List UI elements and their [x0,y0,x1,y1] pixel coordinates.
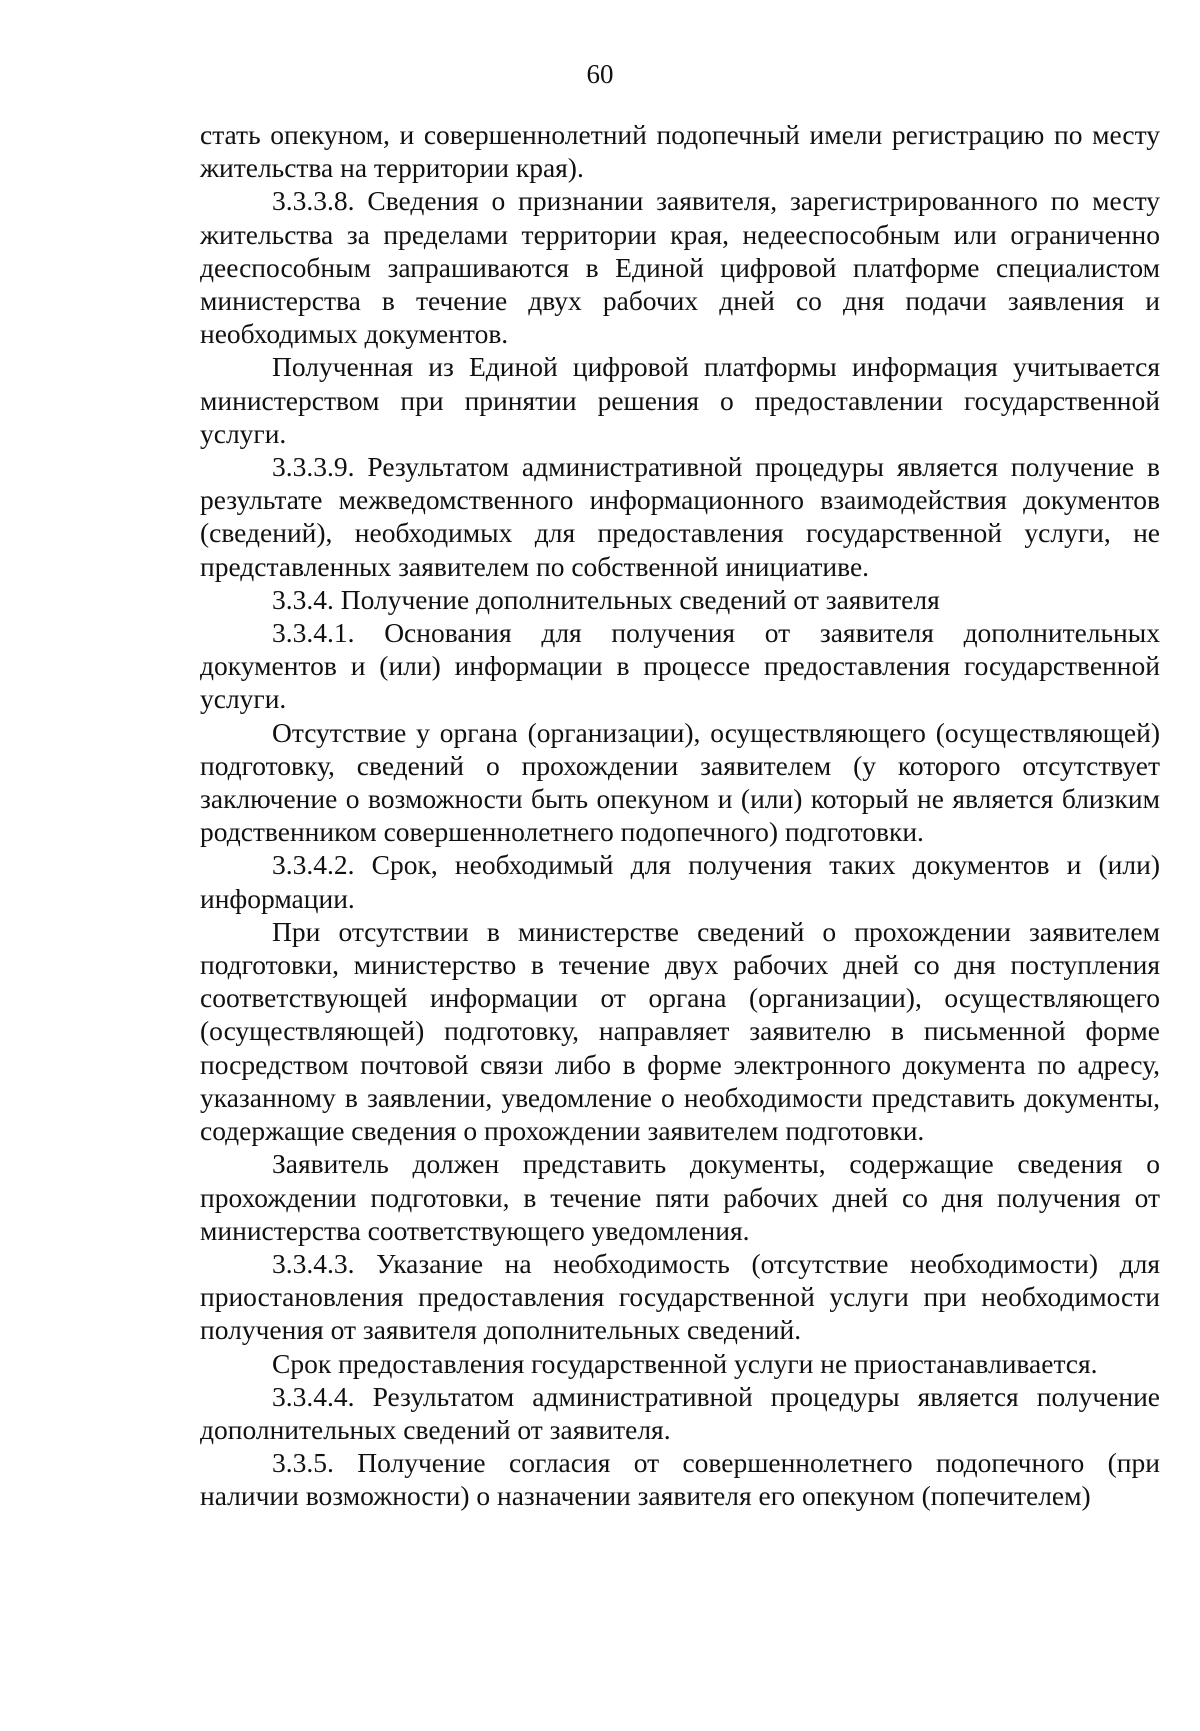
paragraph-continuation: стать опекуном, и совершеннолетний подопечный имели регистрацию по месту жительства на территории края). [200,119,1160,184]
paragraph-applicant-must-submit: Заявитель должен представить документы, содержащие сведения о прохождении подготовки, в течение пяти рабочих дней со дня получения от министерства соответствующего уведомления. [200,1148,1160,1246]
paragraph-3-3-3-9: 3.3.3.9. Результатом административной процедуры является получение в результате межведомственного информационного взаимодействия документов (сведений), необходимых для предоставления государственной услуги, не представленных заявителем по собственной инициативе. [200,451,1160,582]
paragraph-3-3-4-1: 3.3.4.1. Основания для получения от заявителя дополнительных документов и (или) информации в процессе предоставления государственной услуги. [200,617,1160,715]
paragraph-3-3-4-2: 3.3.4.2. Срок, необходимый для получения таких документов и (или) информации. [200,849,1160,914]
document-body [200,118,1160,1513]
section-heading-3-3-4: 3.3.4. Получение дополнительных сведений от заявителя [272,583,940,615]
paragraph-term-not-suspended: Срок предоставления государственной услуги не приостанавливается. [272,1347,1098,1379]
paragraph-notification: При отсутствии в министерстве сведений о прохождении заявителем подготовки, министерство в течение двух рабочих дней со дня поступления соответствующей информации от органа (организации), осуществляющего (осуществляющей) подготовку, направляет заявителю в письменной форме посредством почтовой связи либо в форме электронного документа по адресу, указанному в заявлении, уведомление о необходимости представить документы, содержащие сведения о прохождении заявителем подготовки. [200,915,1160,1147]
page-number: 60 [586,59,614,89]
paragraph-platform-info: Полученная из Единой цифровой платформы информация учитывается министерством при принятии решения о предоставлении государственной услуги. [200,351,1160,449]
paragraph-absence-of-info: Отсутствие у органа (организации), осуществляющего (осуществляющей) подготовку, сведений о прохождении заявителем (у которого отсутствует заключение о возможности быть опекуном и (или) который не является близким родственником совершеннолетнего подопечного) подготовки. [200,716,1160,848]
paragraph-3-3-3-8: 3.3.3.8. Сведения о признании заявителя, зарегистрированного по месту жительства за пределами территории края, недееспособным или ограниченно дееспособным запрашиваются в Единой цифровой платформе специалистом министерства в течение двух рабочих дней со дня подачи заявления и необходимых документов. [200,185,1160,350]
paragraph-3-3-5: 3.3.5. Получение согласия от совершеннолетнего подопечного (при наличии возможности) о назначении заявителя его опекуном (попечителем) [200,1447,1160,1512]
paragraph-3-3-4-3: 3.3.4.3. Указание на необходимость (отсутствие необходимости) для приостановления предоставления государственной услуги при необходимости получения от заявителя дополнительных сведений. [200,1247,1160,1346]
paragraph-3-3-4-4: 3.3.4.4. Результатом административной процедуры является получение дополнительных сведений от заявителя. [200,1380,1160,1445]
